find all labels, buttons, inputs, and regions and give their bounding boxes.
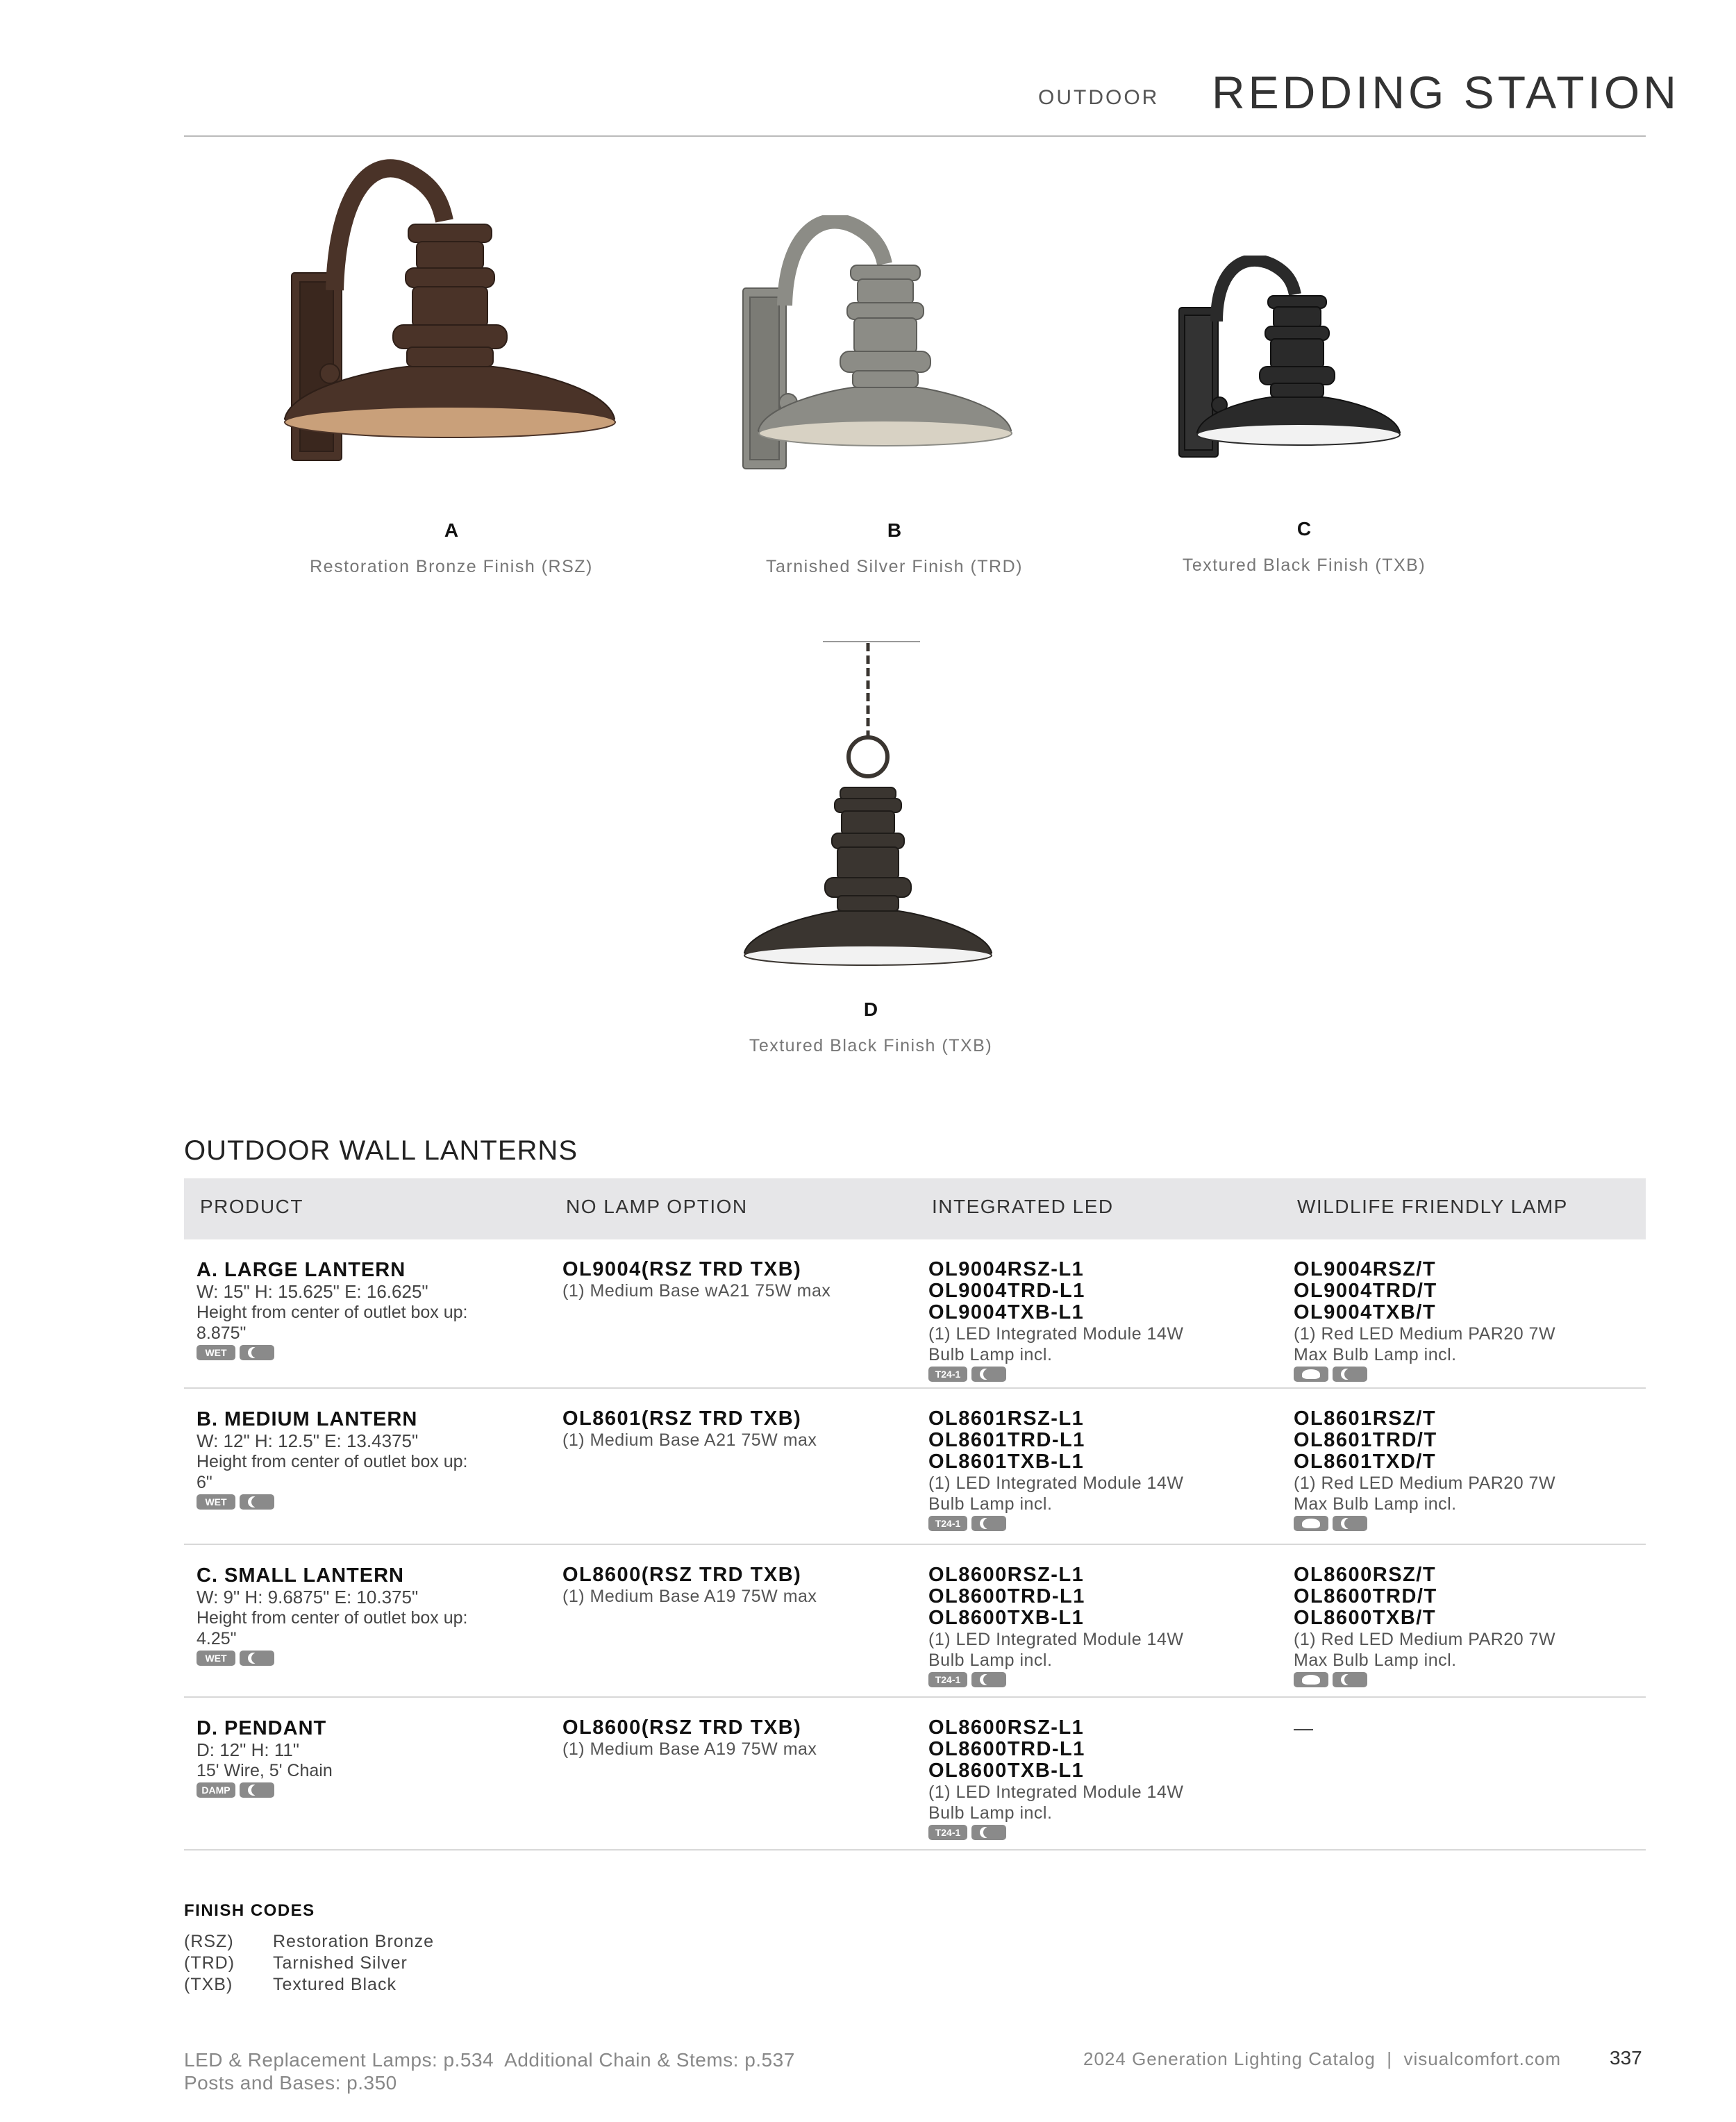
- no-lamp-desc: (1) Medium Base A19 75W max: [562, 1739, 817, 1759]
- finish-name: Tarnished Silver: [273, 1953, 408, 1973]
- footer-ref-line-1: LED & Replacement Lamps: p.534 Additional Chain & Stems: p.537: [184, 2049, 795, 2071]
- product-finish-c: Textured Black Finish (TXB): [1182, 555, 1426, 575]
- wildlife-code: OL8601RSZ/T: [1294, 1407, 1437, 1430]
- wildlife-turtle-icon: [1294, 1367, 1328, 1382]
- product-name: A. LARGE LANTERN: [197, 1259, 406, 1281]
- led-desc: (1) LED Integrated Module 14W: [928, 1473, 1184, 1493]
- table-row: [184, 1239, 1646, 1389]
- no-lamp-code: OL8600(RSZ TRD TXB): [562, 1564, 802, 1586]
- led-desc-2: Bulb Lamp incl.: [928, 1494, 1053, 1514]
- wildlife-code: OL9004TXB/T: [1294, 1301, 1437, 1323]
- led-code: OL8601TRD-L1: [928, 1429, 1085, 1451]
- dark-sky-moon-icon: [240, 1494, 274, 1510]
- wildlife-code: OL9004RSZ/T: [1294, 1258, 1437, 1280]
- dark-sky-moon-icon: [1333, 1367, 1367, 1382]
- table-row: [184, 1698, 1646, 1851]
- product-name: D. PENDANT: [197, 1717, 327, 1739]
- led-code: OL8600RSZ-L1: [928, 1564, 1085, 1586]
- dark-sky-moon-icon: [240, 1651, 274, 1666]
- wildlife-desc: (1) Red LED Medium PAR20 7W: [1294, 1473, 1556, 1493]
- led-code: OL8601RSZ-L1: [928, 1407, 1085, 1430]
- no-lamp-code: OL9004(RSZ TRD TXB): [562, 1258, 802, 1280]
- product-dimensions: W: 15" H: 15.625" E: 16.625": [197, 1281, 428, 1302]
- finish-code: (TXB): [184, 1975, 233, 1994]
- wildlife-desc-2: Max Bulb Lamp incl.: [1294, 1494, 1457, 1514]
- product-finish-b: Tarnished Silver Finish (TRD): [766, 557, 1023, 576]
- wildlife-turtle-icon: [1294, 1516, 1328, 1531]
- led-code: OL9004TRD-L1: [928, 1280, 1085, 1302]
- finish-name: Textured Black: [273, 1975, 397, 1994]
- finish-code-item: [184, 1932, 434, 1952]
- product-finish-a: Restoration Bronze Finish (RSZ): [310, 557, 593, 576]
- dark-sky-moon-icon: [971, 1367, 1006, 1382]
- wildlife-desc-2: Max Bulb Lamp incl.: [1294, 1345, 1457, 1364]
- product-dimensions: W: 9" H: 9.6875" E: 10.375": [197, 1587, 419, 1607]
- damp-rating-badge: DAMP: [197, 1782, 235, 1798]
- product-image-a: [271, 158, 632, 506]
- led-desc: (1) LED Integrated Module 14W: [928, 1324, 1184, 1344]
- table-row: [184, 1545, 1646, 1698]
- product-dimensions: D: 12" H: 11": [197, 1739, 300, 1760]
- outlet-height: Height from center of outlet box up: 6": [197, 1452, 468, 1492]
- wildlife-desc-2: Max Bulb Lamp incl.: [1294, 1651, 1457, 1670]
- product-name: B. MEDIUM LANTERN: [197, 1408, 418, 1430]
- wildlife-desc: (1) Red LED Medium PAR20 7W: [1294, 1324, 1556, 1344]
- no-lamp-desc: (1) Medium Base A19 75W max: [562, 1587, 817, 1606]
- dark-sky-moon-icon: [971, 1516, 1006, 1531]
- wet-rating-badge: WET: [197, 1494, 235, 1510]
- page-number: 337: [1610, 2047, 1642, 2069]
- product-finish-d: Textured Black Finish (TXB): [749, 1036, 993, 1055]
- no-lamp-desc: (1) Medium Base A21 75W max: [562, 1430, 817, 1450]
- led-code: OL8600TXB-L1: [928, 1760, 1085, 1782]
- header-divider: [184, 135, 1646, 137]
- no-lamp-code: OL8600(RSZ TRD TXB): [562, 1716, 802, 1739]
- finish-name: Restoration Bronze: [273, 1932, 435, 1951]
- led-code: OL8600RSZ-L1: [928, 1716, 1085, 1739]
- wildlife-turtle-icon: [1294, 1672, 1328, 1687]
- dark-sky-moon-icon: [240, 1782, 274, 1798]
- led-desc-2: Bulb Lamp incl.: [928, 1651, 1053, 1670]
- product-image-b: [736, 215, 1062, 507]
- wildlife-desc: (1) Red LED Medium PAR20 7W: [1294, 1630, 1556, 1649]
- wildlife-code: OL8601TRD/T: [1294, 1429, 1437, 1451]
- table-row: [184, 1389, 1646, 1545]
- led-code: OL9004TXB-L1: [928, 1301, 1085, 1323]
- product-image-d: [736, 640, 1000, 980]
- outlet-height: Height from center of outlet box up: 4.25": [197, 1608, 468, 1648]
- product-name: C. SMALL LANTERN: [197, 1564, 405, 1587]
- t24-badge: T24-1: [928, 1516, 967, 1531]
- dark-sky-moon-icon: [971, 1825, 1006, 1840]
- no-lamp-code: OL8601(RSZ TRD TXB): [562, 1407, 802, 1430]
- column-header-product: PRODUCT: [200, 1196, 303, 1217]
- table-title: OUTDOOR WALL LANTERNS: [184, 1135, 578, 1166]
- not-available-dash: —: [1294, 1717, 1313, 1739]
- finish-code: (TRD): [184, 1953, 235, 1973]
- wildlife-code: OL8600TXB/T: [1294, 1607, 1437, 1629]
- product-dimensions: W: 12" H: 12.5" E: 13.4375": [197, 1430, 419, 1451]
- page-title: REDDING STATION: [1212, 67, 1680, 118]
- wire-chain-length: 15' Wire, 5' Chain: [197, 1761, 333, 1780]
- footer-references: [184, 2048, 795, 2094]
- dark-sky-moon-icon: [1333, 1672, 1367, 1687]
- wildlife-code: OL8601TXD/T: [1294, 1451, 1437, 1473]
- led-code: OL8600TRD-L1: [928, 1738, 1085, 1760]
- t24-badge: T24-1: [928, 1367, 967, 1382]
- wildlife-code: OL9004TRD/T: [1294, 1280, 1437, 1302]
- led-code: OL8601TXB-L1: [928, 1451, 1085, 1473]
- no-lamp-desc: (1) Medium Base wA21 75W max: [562, 1281, 831, 1301]
- footer-ref-line-2: Posts and Bases: p.350: [184, 2072, 397, 2094]
- footer-catalog: 2024 Generation Lighting Catalog | visualcomfort.com: [1083, 2048, 1561, 2069]
- product-letter-d: D: [863, 999, 878, 1020]
- wet-rating-badge: WET: [197, 1345, 235, 1360]
- section-label: OUTDOOR: [1038, 86, 1160, 109]
- product-image-c: [1174, 256, 1437, 499]
- led-desc: (1) LED Integrated Module 14W: [928, 1782, 1184, 1802]
- dark-sky-moon-icon: [1333, 1516, 1367, 1531]
- dark-sky-moon-icon: [240, 1345, 274, 1360]
- wildlife-code: OL8600RSZ/T: [1294, 1564, 1437, 1586]
- product-letter-a: A: [444, 519, 459, 541]
- outlet-height: Height from center of outlet box up: 8.875": [197, 1303, 468, 1343]
- led-desc: (1) LED Integrated Module 14W: [928, 1630, 1184, 1649]
- column-header-integrated-led: INTEGRATED LED: [932, 1196, 1114, 1217]
- t24-badge: T24-1: [928, 1672, 967, 1687]
- column-header-wildlife-lamp: WILDLIFE FRIENDLY LAMP: [1297, 1196, 1568, 1217]
- led-desc-2: Bulb Lamp incl.: [928, 1803, 1053, 1823]
- dark-sky-moon-icon: [971, 1672, 1006, 1687]
- wet-rating-badge: WET: [197, 1651, 235, 1666]
- t24-badge: T24-1: [928, 1825, 967, 1840]
- wildlife-code: OL8600TRD/T: [1294, 1585, 1437, 1607]
- product-letter-c: C: [1296, 518, 1312, 540]
- led-code: OL8600TXB-L1: [928, 1607, 1085, 1629]
- led-code: OL9004RSZ-L1: [928, 1258, 1085, 1280]
- led-code: OL8600TRD-L1: [928, 1585, 1085, 1607]
- finish-codes-title: FINISH CODES: [184, 1901, 315, 1920]
- column-header-no-lamp: NO LAMP OPTION: [566, 1196, 748, 1217]
- finish-code-item: [184, 1953, 408, 1973]
- finish-code: (RSZ): [184, 1932, 234, 1951]
- finish-code-item: [184, 1975, 397, 1995]
- led-desc-2: Bulb Lamp incl.: [928, 1345, 1053, 1364]
- product-letter-b: B: [887, 519, 902, 541]
